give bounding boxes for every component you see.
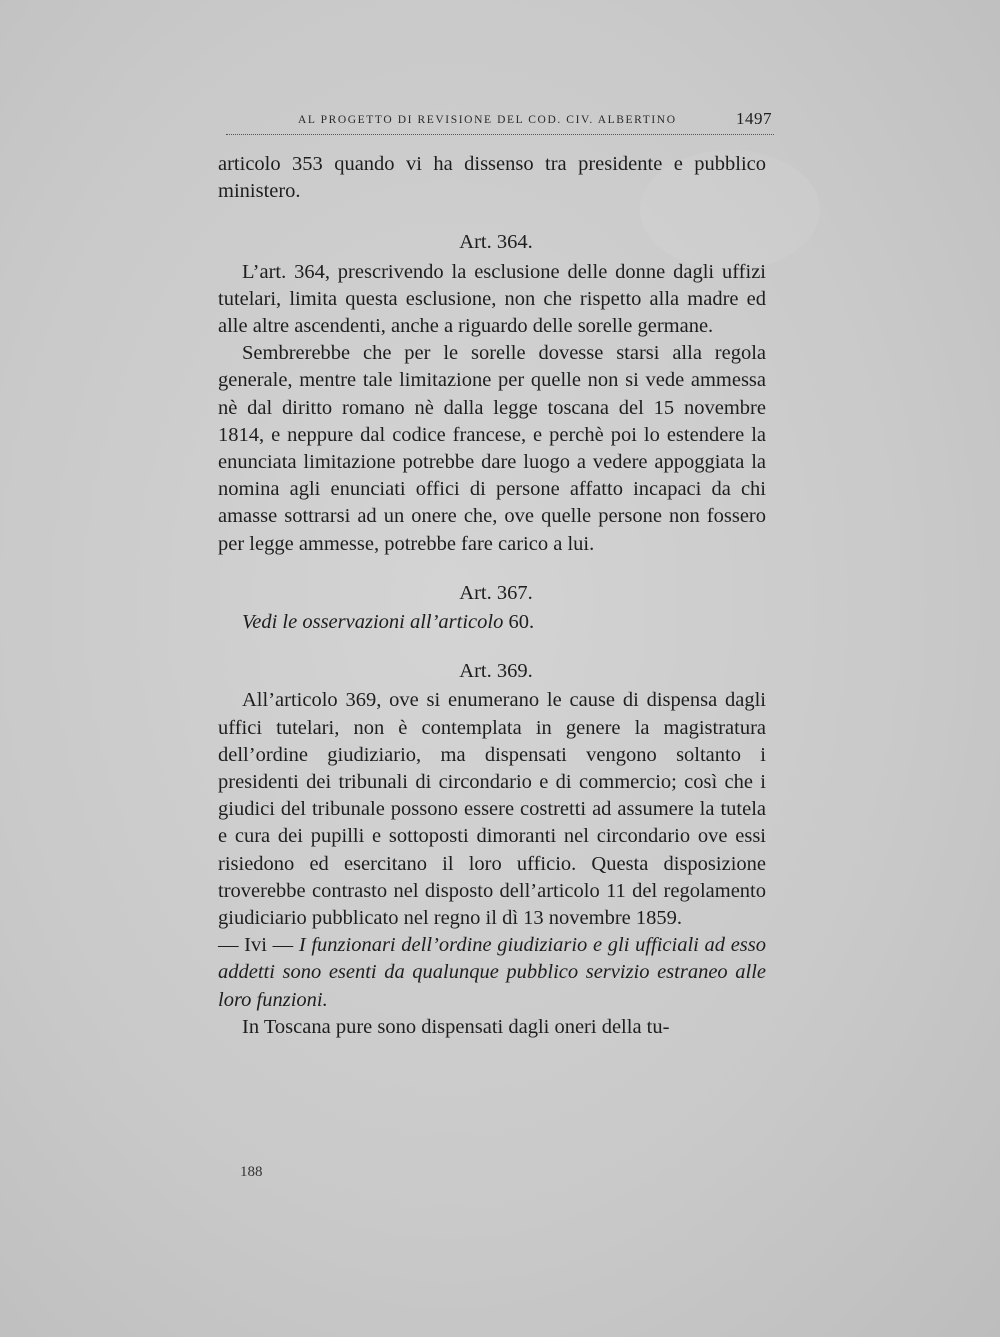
paragraph-sisters: Sembrerebbe che per le sorelle dovesse starsi alla regola generale, mentre tale limitazione per quelle non si vede ammessa nè dal diritto romano nè dalla legge toscana del 15 novembre 1814, e neppure dal codice francese, e perchè poi lo estendere la enunciata limitazione potrebbe dare luogo a vedere appoggiata la nomina agli enunciati offici di persone affatto incapaci da chi amasse sottrarsi ad un onere che, ove quelle persone non fossero per legge ammesse, potrebbe fare carico a lui.	[218, 342, 766, 555]
quote-text: I funzionari dell’ordine giudiziario e gli ufficiali ad esso addetti sono esenti da qualunque pubblico servizio estraneo alle loro funzioni.	[218, 934, 767, 1011]
signature-mark: 188	[240, 1164, 263, 1180]
header-title: AL PROGETTO DI REVISIONE DEL COD. CIV. ALBERTINO	[298, 114, 677, 126]
running-header	[226, 108, 774, 135]
paragraph-art364: L’art. 364, prescrivendo la esclusione delle donne dagli uffizi tutelari, limita questa esclusione, non che rispetto alla madre ed alle altre ascendenti, anche a riguardo delle sorelle germane.	[218, 260, 766, 338]
art367-reference-text: Vedi le osservazioni all’articolo	[242, 611, 504, 634]
page-number: 1497	[736, 109, 772, 128]
art367-reference-number: 60.	[508, 611, 535, 634]
paragraph-art367	[218, 609, 766, 636]
paragraph-art369: All’articolo 369, ove si enumerano le cause di dispensa dagli uffici tutelari, non è contemplata in genere la magistratura dell’ordine giudiziario, ma dispensati vengono soltanto i presidenti dei tribunali di circondario e di commercio; così che i giudici del tribunale possono essere costretti ad assumere la tutela e cura dei pupilli e sottoposti dimoranti nel circondario ove essi risiedono ed esercitano il loro ufficio. Questa disposizione troverebbe contrasto nel disposto dell’articolo 11 del regolamento giudiciario pubblicato nel regno il dì 13 novembre 1859.	[218, 689, 766, 930]
article-heading-369: Art. 369.	[459, 660, 533, 683]
quote-lead: — Ivi —	[218, 934, 294, 957]
paragraph-quote	[218, 932, 766, 1014]
page-body	[218, 151, 766, 1041]
paragraph-toscana: In Toscana pure sono dispensati dagli oneri della tu-	[242, 1015, 670, 1038]
article-heading-367: Art. 367.	[459, 581, 533, 604]
article-heading-364: Art. 364.	[459, 231, 533, 254]
paragraph-continuation: articolo 353 quando vi ha dissenso tra presidente e pubblico ministero.	[218, 153, 766, 203]
